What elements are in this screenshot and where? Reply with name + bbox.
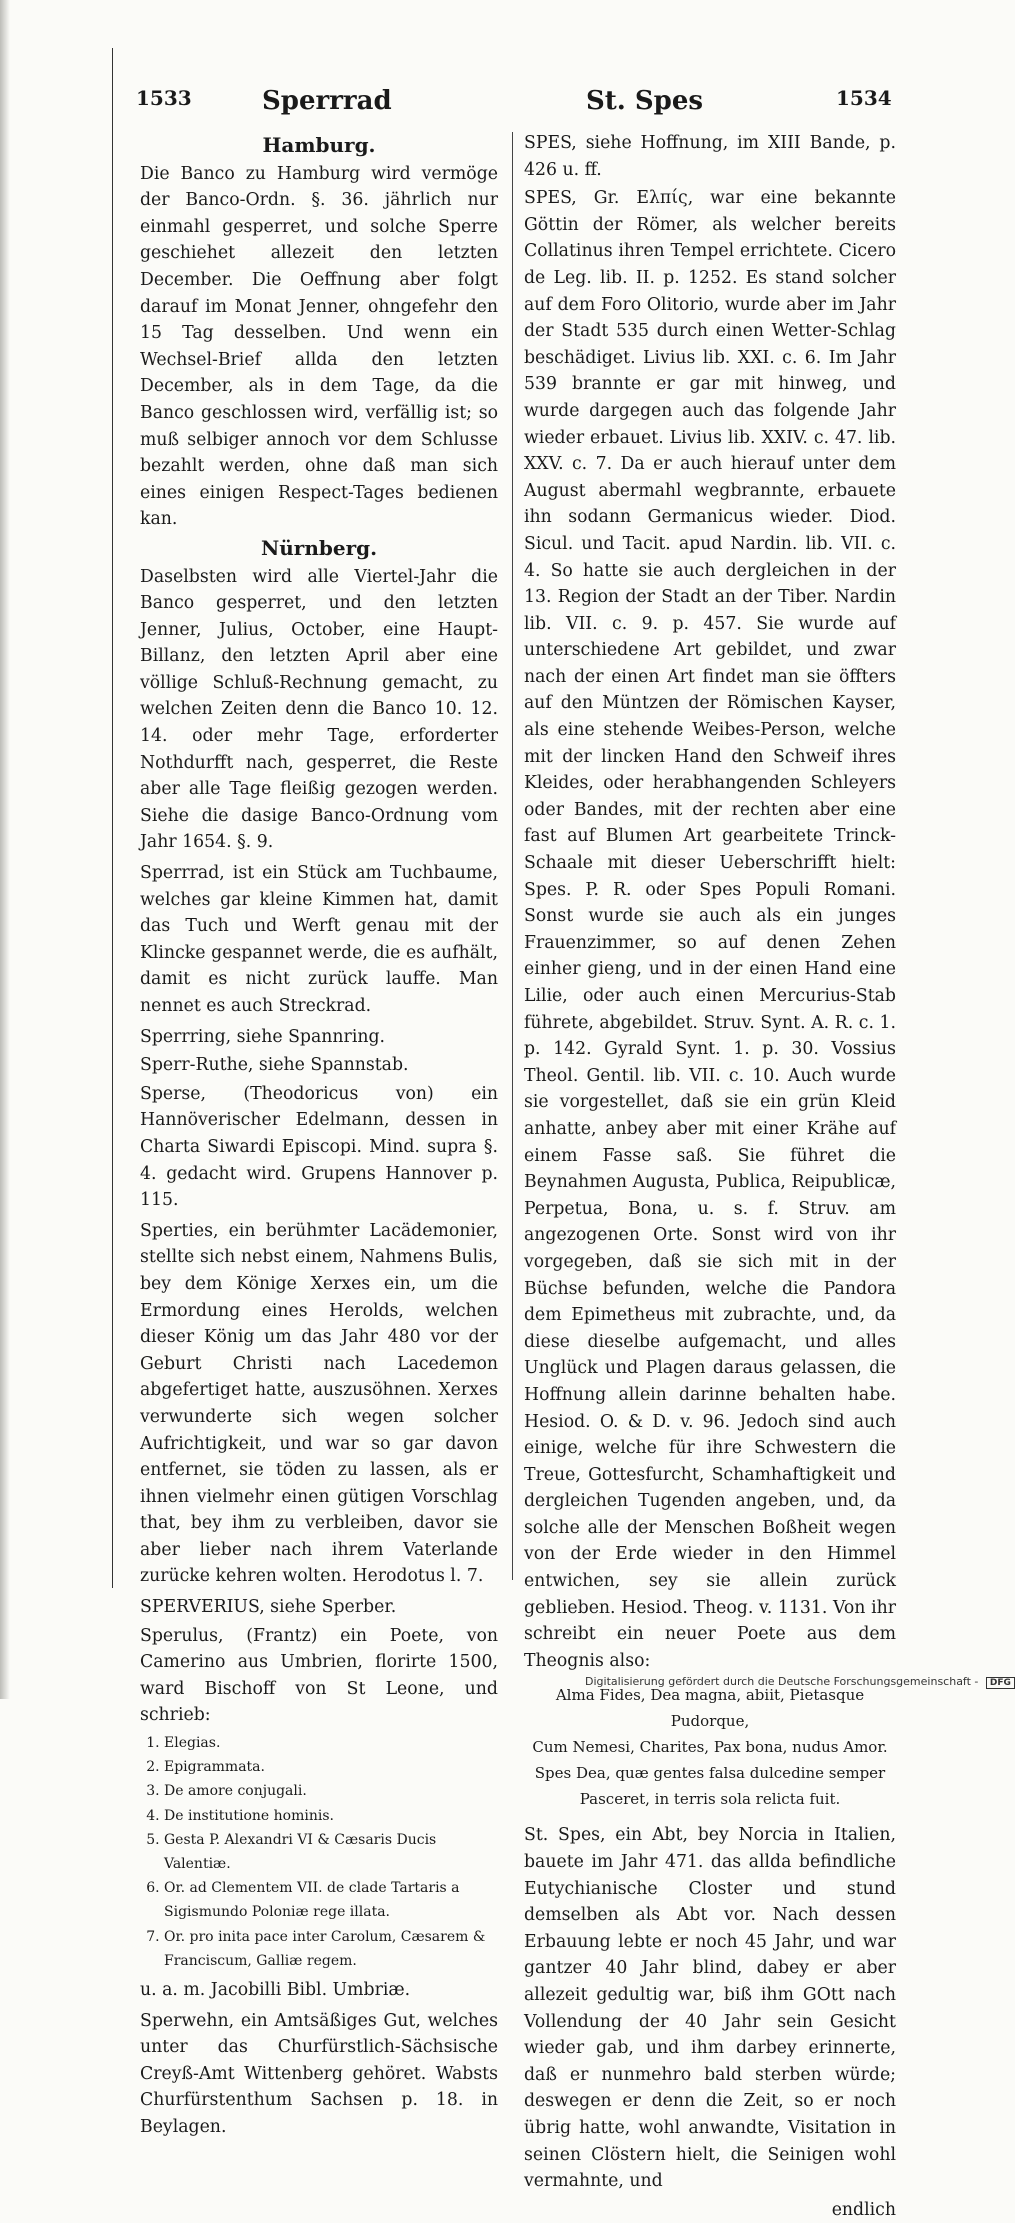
entry-sperrrad: Sperrrad, ist ein Stück am Tuchbaume, welches gar kleine Kimmen hat, damit das Tuch und Werft genau mit der Klincke gespannet werde, die es aufhält, damit es nicht zurück lauffe. Man nennet es auch Streckrad. bbox=[140, 863, 498, 1016]
entry-sperverius: SPERVERIUS, siehe Sperber. bbox=[140, 1597, 397, 1618]
left-keyword: Sperrrad bbox=[262, 86, 392, 116]
entry-jacobilli-citation: u. a. m. Jacobilli Bibl. Umbriæ. bbox=[140, 1980, 411, 2001]
list-item: 4. De institutione hominis. bbox=[164, 1804, 498, 1828]
entry-nuernberg: Daselbsten wird alle Viertel-Jahr die Banco gesperret, und den letzten Jenner, Julius, October, eine Haupt-Billanz, den letzten April aber eine völlige Schluß-Rechnung gemacht, zu welchen Zeiten denn die Banco 10. 12. 14. oder mehr Tage, erforderter Nothdurfft nach, gesperret, die Reste aber alle Tage fleißig gezogen werden. Siehe die dasige Banco-Ordnung vom Jahr 1654. §. 9. bbox=[140, 566, 498, 853]
entry-sperwehn: Sperwehn, ein Amtsäßiges Gut, welches unter das Churfürstlich-Sächsische Creyß-Amt Wittenberg gehöret. Wabsts Churfürstenthum Sachsen p. 18. in Beylagen. bbox=[140, 2010, 498, 2138]
latin-poem bbox=[524, 1682, 896, 1812]
entry-sperse: Sperse, (Theodoricus von) ein Hannöverischer Edelmann, dessen in Charta Siwardi Episcopi. Mind. supra §. 4. gedacht wird. Grupens Hannover p. 115. bbox=[140, 1083, 498, 1211]
footer-text: Digitalisierung gefördert durch die Deutsche Forschungsgemeinschaft - bbox=[585, 1675, 979, 1688]
list-item: 7. Or. pro inita pace inter Carolum, Cæsarem & Franciscum, Galliæ regem. bbox=[164, 1925, 498, 1973]
entry-st-spes-abbot: St. Spes, ein Abt, bey Norcia in Italien, bauete im Jahr 471. das allda befindliche Eutychianische Closter und stund demselben als Abt vor. Nach dessen Erbauung lebte er noch 45 Jahr, und war gantzer 40 Jahr blind, dabey er aber allezeit gedultig war, biß ihm GOtt nach Vollendung der 40 Jahr sein Gesicht wieder gab, und ihm darbey erinnerte, daß er nunmehro bald sterben würde; deswegen er denn die Zeit, so er noch übrig hatte, wohl anwandte, Visitation in seinen Clöstern hielt, die Seinigen wohl vermahnte, und bbox=[524, 1825, 896, 2192]
poem-line: Pasceret, in terris sola relicta fuit. bbox=[579, 1790, 841, 1809]
left-page-number: 1533 bbox=[136, 86, 192, 110]
running-header bbox=[136, 86, 896, 126]
digitization-footer bbox=[585, 1675, 1011, 1689]
entry-spes-reference: SPES, siehe Hoffnung, im XIII Bande, p. 426 u. ff. bbox=[524, 133, 896, 180]
list-item: 5. Gesta P. Alexandri VI & Cæsaris Ducis Valentiæ. bbox=[164, 1828, 498, 1876]
entry-sperulus: Sperulus, (Frantz) ein Poete, von Camerino aus Umbrien, florirte 1500, ward Bischoff von St Leone, und schrieb: bbox=[140, 1625, 498, 1726]
heading-nuernberg: Nürnberg. bbox=[260, 535, 378, 560]
poem-line: Alma Fides, Dea magna, abiit, Pietasque Pudorque, bbox=[555, 1686, 865, 1731]
list-item: 6. Or. ad Clementem VII. de clade Tartaris a Sigismundo Poloniæ rege illata. bbox=[164, 1876, 498, 1924]
entry-hamburg: Die Banco zu Hamburg wird vermöge der Banco-Ordn. §. 36. jährlich nur einmahl gesperret, und solche Sperre geschiehet allezeit den letzten December. Die Oeffnung aber folgt darauf im Monat Jenner, ohngefehr den 15 Tag desselben. Und wenn ein Wechsel-Brief allda den letzten December, als in dem Tage, da die Banco geschlossen wird, verfällig ist; so muß selbiger annoch vor dem Schlusse bezahlt werden, ohne daß man sich eines einigen Respect-Tages bedienen kan. bbox=[140, 163, 498, 530]
list-item: 2. Epigrammata. bbox=[164, 1755, 498, 1779]
poem-line: Spes Dea, quæ gentes falsa dulcedine semper bbox=[534, 1764, 886, 1783]
column-divider bbox=[512, 132, 513, 1580]
heading-hamburg: Hamburg. bbox=[262, 133, 376, 157]
poem-line: Cum Nemesi, Charites, Pax bona, nudus Amor. bbox=[532, 1738, 888, 1757]
entry-sperr-ruthe: Sperr-Ruthe, siehe Spannstab. bbox=[140, 1055, 409, 1076]
binding-shadow bbox=[0, 0, 10, 1699]
entry-sperrring: Sperrring, siehe Spannring. bbox=[140, 1026, 386, 1047]
catchword: endlich bbox=[831, 2199, 896, 2220]
entry-spes-goddess: SPES, Gr. Ελπίς, war eine bekannte Göttin der Römer, als welcher bereits Collatinus ihren Tempel errichtete. Cicero de Leg. lib. II. p. 1252. Es stand solcher auf dem Foro Olitorio, wurde aber im Jahr der Stadt 535 durch einen Wetter-Schlag beschädiget. Livius lib. XXI. c. 6. Im Jahr 539 brannte er gar mit hinweg, und wurde dargegen auch das folgende Jahr wieder erbauet. Livius lib. XXIV. c. 47. lib. XXV. c. 7. Da er auch hierauf unter dem August abermahl wegbrannte, erbauete ihn sodann Germanicus wieder. Diod. Sicul. und Tacit. apud Nardin. lib. VII. c. 4. So hatte sie auch dergleichen in der 13. Region der Stadt an der Tiber. Nardin lib. VII. c. 9. p. 457. Sie wurde auf unterschiedene Art gebildet, und zwar nach der einen Art findet man sie öffters auf den Müntzen der Römischen Kayser, als eine stehende Weibes-Person, welche mit der lincken Hand den Schweif ihres Kleides, oder herabhangenden Schleyers oder Bandes, mit der rechten aber eine fast auf Blumen Art gearbeitete Trinck-Schaale mit dieser Ueberschrifft hielt: Spes. P. R. oder Spes Populi Romani. Sonst wurde sie auch als ein junges Frauenzimmer, so auf denen Zehen einher gieng, und in der einen Hand eine Lilie, oder auch einen Mercurius-Stab führete, abgebildet. Struv. Synt. A. R. c. 1. p. 142. Gyrald Synt. 1. p. 30. Vossius Theol. Gentil. lib. VII. c. 10. Auch wurde sie vorgestellet, daß sie ein grün Kleid anhatte, anbey aber mit einer Krähe auf einem Fasse saß. Sie führet die Beynahmen Augusta, Publica, Reipublicæ, Perpetua, Bona, u. s. f. Struv. am angezogenen Orte. Sonst wird von ihr vorgegeben, daß sie sich mit in der Büchse befunden, welche die Pandora dem Epimetheus mit zubrachte, und, da diese dieselbe aufgemacht, und alles Unglück und Plagen daraus gelassen, die Hoffnung allein darinne behalten habe. Hesiod. O. & D. v. 96. Jedoch sind auch einige, welche für ihre Schwestern die Treue, Gottesfurcht, Schamhaftigkeit und dergleichen Tugenden angeben, und, da solche alle der Menschen Boßheit wegen von der Erde wieder in den Himmel entwichen, sey sie allein zurück geblieben. Hesiod. Theog. v. 1131. Von ihr schreibt ein neuer Poete aus dem Theognis also: bbox=[524, 188, 896, 1671]
dfg-logo: DFG bbox=[986, 1677, 1015, 1689]
entry-sperties: Sperties, ein berühmter Lacädemonier, stellte sich nebst einem, Nahmens Bulis, bey dem Könige Xerxes ein, um die Ermordung eines Herolds, welchen dieser König um das Jahr 480 vor der Geburt Christi nach Lacedemon abgefertiget hatte, auszusöhnen. Xerxes verwunderte sich wegen solcher Aufrichtigkeit, und war so gar davon entfernet, sie töden zu lassen, als er ihnen vielmehr einen gütigen Vorschlag that, bey ihm zu verbleiben, davor sie aber lieber nach ihrem Vaterlande zurücke kehren wolten. Herodotus l. 7. bbox=[140, 1220, 498, 1587]
right-page-number: 1534 bbox=[836, 86, 892, 110]
right-keyword: St. Spes bbox=[586, 86, 704, 116]
left-column bbox=[140, 130, 498, 2143]
list-item: 3. De amore conjugali. bbox=[164, 1779, 498, 1803]
right-column bbox=[524, 130, 896, 2223]
works-list bbox=[140, 1731, 498, 1973]
list-item: 1. Elegias. bbox=[164, 1731, 498, 1755]
left-margin-rule bbox=[112, 48, 113, 1588]
